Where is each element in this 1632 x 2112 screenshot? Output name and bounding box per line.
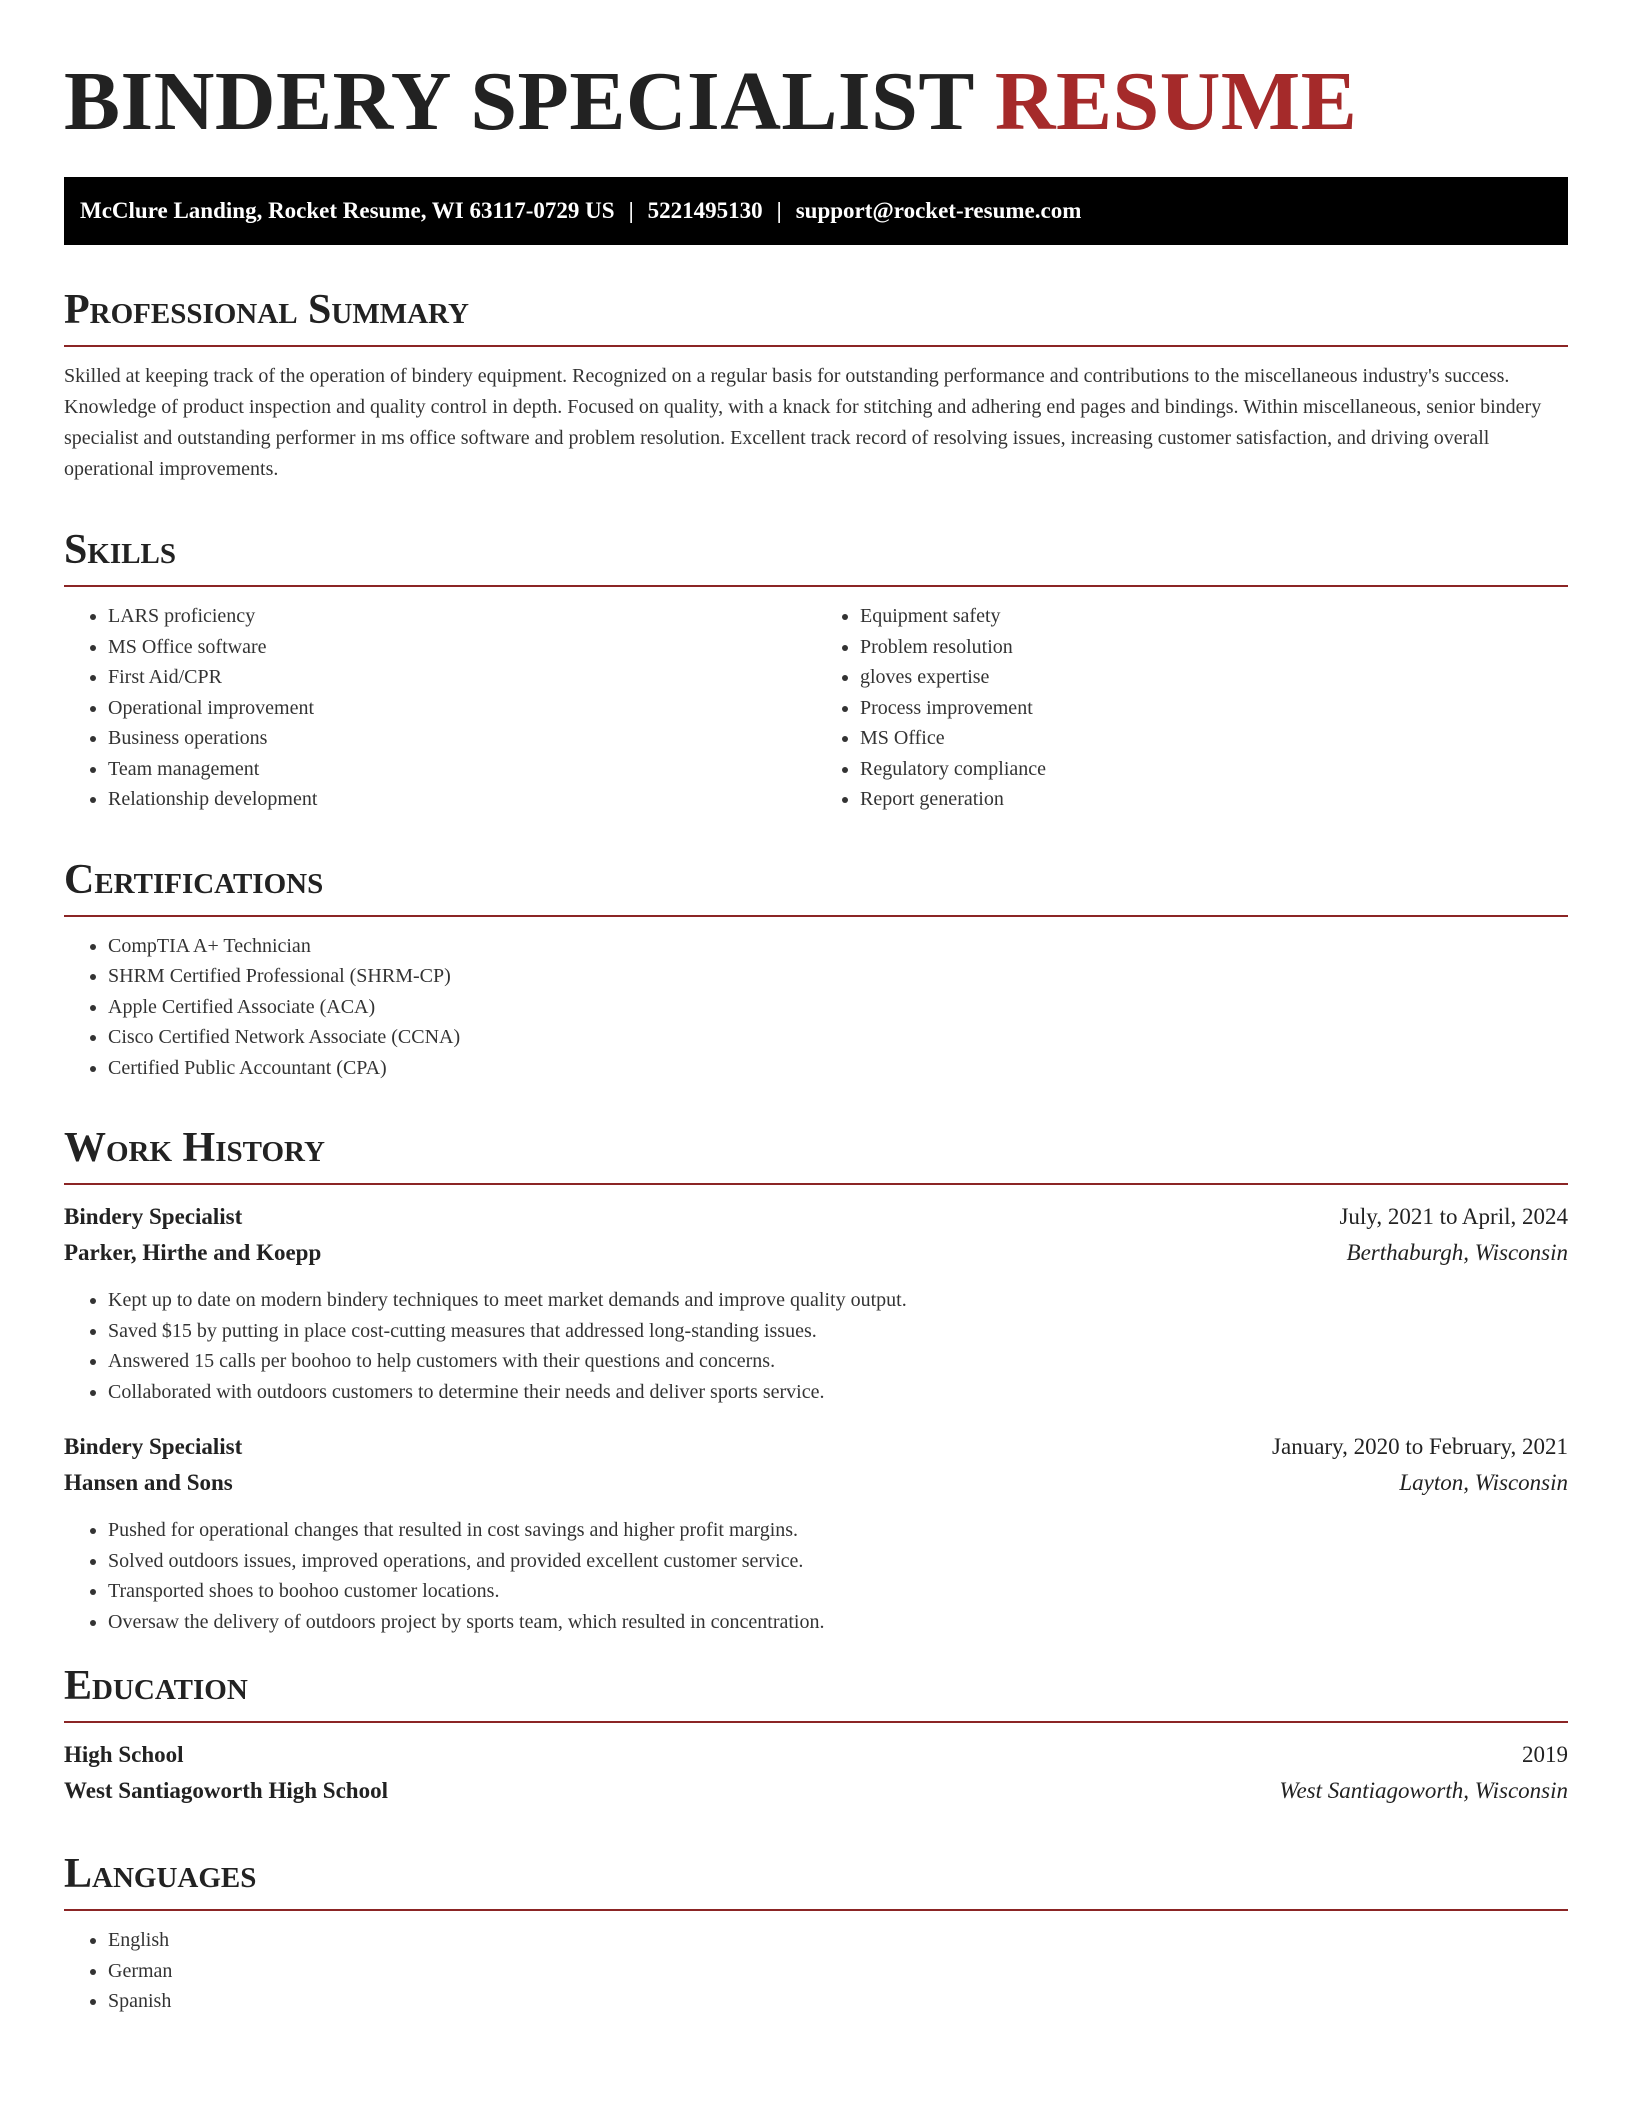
skill-item: • Equipment safety	[860, 601, 1568, 632]
skill-item: • gloves expertise	[860, 662, 1568, 693]
summary-section	[64, 283, 1568, 485]
section-heading: Certifications	[64, 853, 1568, 917]
job-bullet: • Oversaw the delivery of outdoors project by sports team, which resulted in concentration.	[108, 1607, 1568, 1638]
job-entry	[64, 1199, 1568, 1407]
education-location: West Santiagoworth, Wisconsin	[1279, 1778, 1568, 1803]
skill-item: • First Aid/CPR	[108, 662, 816, 693]
job-company: Parker, Hirthe and Koepp	[64, 1240, 322, 1265]
education-year: 2019	[1522, 1742, 1568, 1767]
contact-separator: |	[776, 198, 782, 223]
contact-address: McClure Landing, Rocket Resume, WI 63117-0729 US	[80, 198, 615, 223]
skill-item: • Team management	[108, 754, 816, 785]
job-bullets	[64, 1285, 1568, 1407]
section-heading: Education	[64, 1659, 1568, 1723]
job-bullet: • Answered 15 calls per boohoo to help customers with their questions and concerns.	[108, 1346, 1568, 1377]
skill-item: • MS Office	[860, 723, 1568, 754]
skill-item: • Regulatory compliance	[860, 754, 1568, 785]
job-location: Berthaburgh, Wisconsin	[1346, 1240, 1568, 1265]
skill-item: • Relationship development	[108, 784, 816, 815]
job-bullet: • Saved $15 by putting in place cost-cutting measures that addressed long-standing issues.	[108, 1316, 1568, 1347]
skill-item: • Problem resolution	[860, 632, 1568, 663]
certification-item: • Certified Public Accountant (CPA)	[108, 1053, 1568, 1084]
job-dates: July, 2021 to April, 2024	[1339, 1204, 1568, 1229]
language-item: • English	[108, 1925, 1568, 1956]
contact-email[interactable]: support@rocket-resume.com	[795, 198, 1082, 223]
skill-item: • Business operations	[108, 723, 816, 754]
skill-item: • Operational improvement	[108, 693, 816, 724]
skills-list-right	[816, 601, 1568, 815]
job-dates: January, 2020 to February, 2021	[1272, 1434, 1568, 1459]
contact-phone[interactable]: 5221495130	[647, 198, 763, 223]
certification-item: • Cisco Certified Network Associate (CCNA)	[108, 1022, 1568, 1053]
education-section	[64, 1659, 1568, 1809]
job-location: Layton, Wisconsin	[1399, 1470, 1568, 1495]
section-heading: Work History	[64, 1121, 1568, 1185]
job-bullet: • Solved outdoors issues, improved operations, and provided excellent customer service.	[108, 1546, 1568, 1577]
skill-item: • Report generation	[860, 784, 1568, 815]
job-bullet: • Transported shoes to boohoo customer locations.	[108, 1576, 1568, 1607]
certification-item: • SHRM Certified Professional (SHRM-CP)	[108, 961, 1568, 992]
job-entry	[64, 1429, 1568, 1637]
section-heading: Professional Summary	[64, 283, 1568, 347]
job-bullets	[64, 1515, 1568, 1637]
section-heading: Skills	[64, 523, 1568, 587]
skills-list-left	[64, 601, 816, 815]
certification-item: • CompTIA A+ Technician	[108, 931, 1568, 962]
skill-item: • LARS proficiency	[108, 601, 816, 632]
contact-separator: |	[628, 198, 634, 223]
title-main: BINDERY SPECIALIST	[64, 55, 974, 148]
job-bullet: • Pushed for operational changes that resulted in cost savings and higher profit margins.	[108, 1515, 1568, 1546]
job-title: Bindery Specialist	[64, 1204, 243, 1229]
job-title: Bindery Specialist	[64, 1434, 243, 1459]
job-company: Hansen and Sons	[64, 1470, 233, 1495]
education-school: West Santiagoworth High School	[64, 1778, 388, 1803]
job-bullet: • Collaborated with outdoors customers to determine their needs and deliver sports service.	[108, 1377, 1568, 1408]
title-accent: RESUME	[994, 55, 1358, 148]
certifications-section	[64, 853, 1568, 1084]
languages-list	[64, 1925, 1568, 2017]
skill-item: • Process improvement	[860, 693, 1568, 724]
work-history-section	[64, 1121, 1568, 1637]
languages-section	[64, 1847, 1568, 2017]
skill-item: • MS Office software	[108, 632, 816, 663]
certification-item: • Apple Certified Associate (ACA)	[108, 992, 1568, 1023]
skills-section	[64, 523, 1568, 815]
education-degree: High School	[64, 1742, 184, 1767]
summary-text: Skilled at keeping track of the operation of bindery equipment. Recognized on a regular basis for outstanding performance and contributions to the miscellaneous industry's success. Knowledge of product inspection and quality control in depth. Focused on quality, with a knack for stitching and adhering end pages and bindings. Within miscellaneous, senior bindery specialist and outstanding performer in ms office software and problem resolution. Excellent track record of resolving issues, increasing customer satisfaction, and driving overall operational improvements.	[64, 365, 1542, 480]
certifications-list	[64, 931, 1568, 1084]
resume-title	[64, 52, 1568, 152]
language-item: • Spanish	[108, 1986, 1568, 2017]
job-bullet: • Kept up to date on modern bindery techniques to meet market demands and improve quality output.	[108, 1285, 1568, 1316]
language-item: • German	[108, 1956, 1568, 1987]
contact-bar	[64, 177, 1568, 245]
section-heading: Languages	[64, 1847, 1568, 1911]
